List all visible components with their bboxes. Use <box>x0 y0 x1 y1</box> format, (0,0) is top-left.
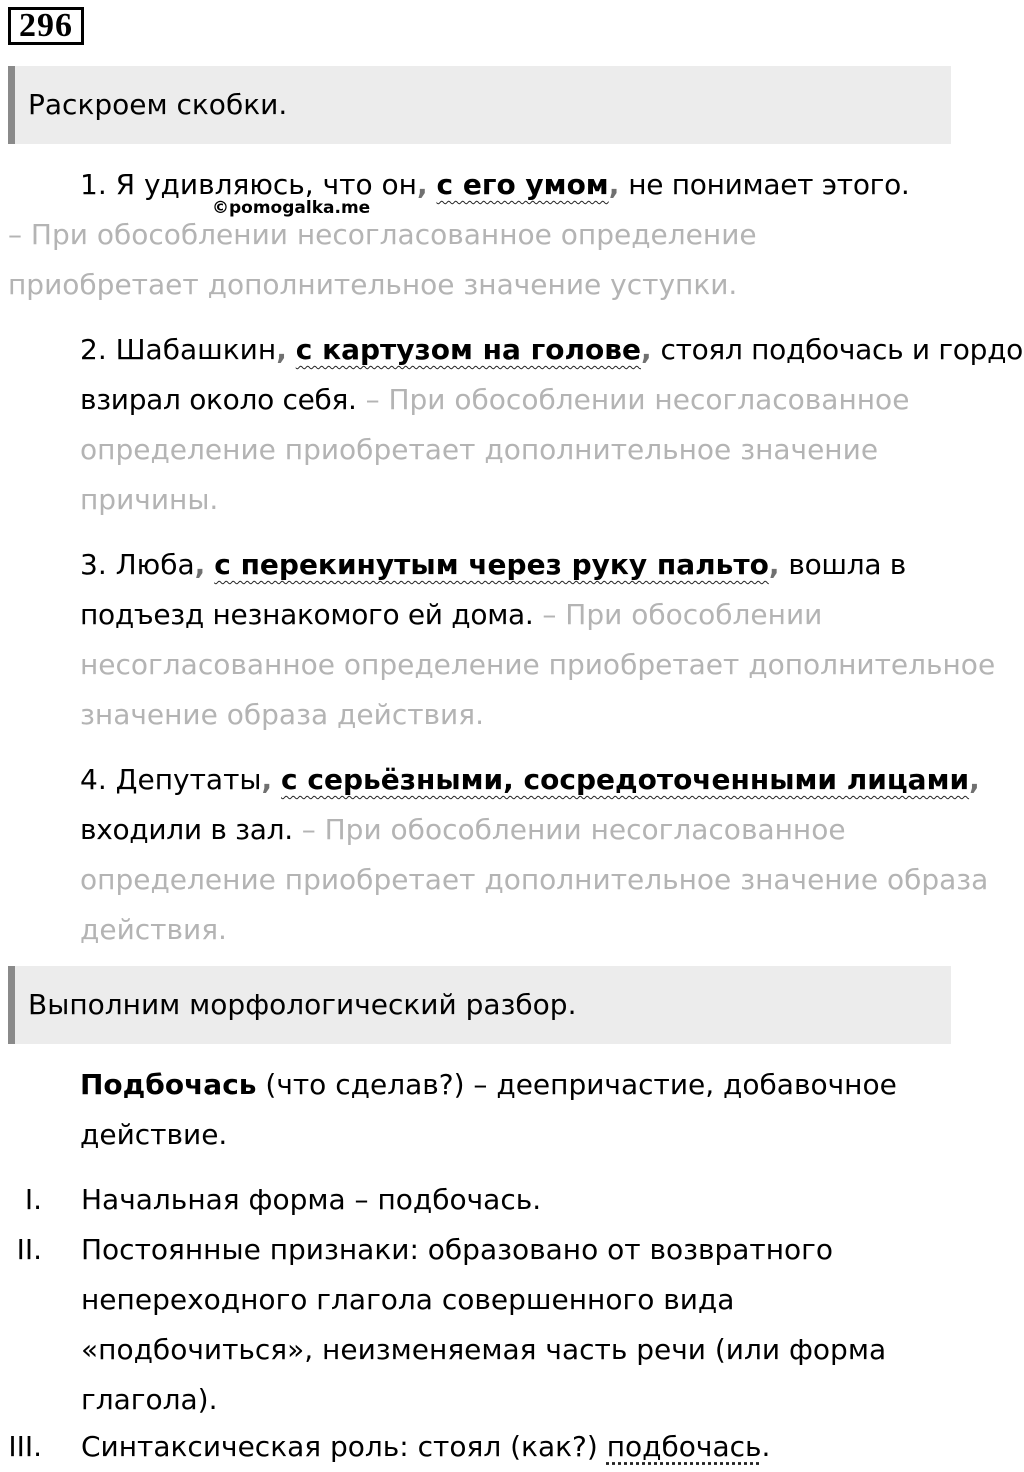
sentence-2-comma-after: , <box>640 333 652 366</box>
morph-item-2 <box>8 1225 952 1425</box>
morph-item-3-numeral: III. <box>8 1430 42 1463</box>
sentence-2-note: – При обособлении несогласованное определение приобретает дополнительное значение причины. <box>80 383 910 516</box>
sentence-1 <box>8 160 1024 210</box>
sentence-3-comma-after: , <box>768 548 780 581</box>
sentence-3-note: – При обособлении несогласованное определение приобретает дополнительное значение образа действия. <box>80 598 996 731</box>
sentence-3-tail: вошла в подъезд незнакомого ей дома. <box>80 548 906 631</box>
sentence-2-phrase: с картузом на голове <box>295 333 641 366</box>
morph-item-1-numeral: I. <box>24 1183 42 1216</box>
watermark: ©pomogalka.me <box>212 198 371 218</box>
morph-item-2-text: Постоянные признаки: образовано от возвратного непереходного глагола совершенного вида «подбочиться», неизменяемая часть речи (или форма глагола). <box>81 1233 887 1416</box>
morph-item-3-text-before: Синтаксическая роль: стоял (как?) <box>81 1430 607 1463</box>
section-header-morphology: Выполним морфологический разбор. <box>8 966 951 1044</box>
morph-intro-rest: (что сделав?) – деепричастие, добавочное действие. <box>80 1068 897 1151</box>
morph-item-3-text-after: . <box>761 1430 771 1463</box>
morph-item-3 <box>8 1422 952 1472</box>
sentence-4-start: 4. Депутаты <box>80 763 262 796</box>
sentence-4-comma-before: , <box>261 763 273 796</box>
sentence-4-phrase: с серьёзными, сосредоточенными лицами <box>281 763 970 796</box>
morph-word: Подбочась <box>80 1068 257 1101</box>
sentence-2-comma-before: , <box>276 333 287 366</box>
sentence-1-phrase: с его умом <box>436 168 609 201</box>
exercise-number: 296 <box>8 7 84 45</box>
sentence-3-comma-before: , <box>194 548 206 581</box>
morph-item-3-text <box>81 1422 951 1472</box>
morph-intro <box>8 1060 1024 1160</box>
morph-item-1-text: Начальная форма – подбочась. <box>81 1183 542 1216</box>
section-header-brackets: Раскроем скобки. <box>8 66 951 144</box>
sentence-1-tail: не понимает этого. <box>628 168 910 201</box>
sentence-4-comma-after: , <box>969 763 980 796</box>
sentence-1-note: – При обособлении несогласованное определение приобретает дополнительное значение уступки. <box>8 218 757 301</box>
sentence-1-start: 1. Я удивляюсь, что он <box>80 168 417 201</box>
sentence-3 <box>8 540 1024 740</box>
sentence-3-phrase: с перекинутым через руку пальто <box>214 548 769 581</box>
sentence-1-comma-after: , <box>608 168 620 201</box>
sentence-4 <box>8 755 1024 955</box>
sentence-2-tail: стоял подбочась и гордо взирал около себя. <box>80 333 1023 416</box>
sentence-2 <box>8 325 1024 525</box>
morph-item-1 <box>8 1175 952 1225</box>
sentence-4-note: – При обособлении несогласованное определение приобретает дополнительное значение образа действия. <box>80 813 989 946</box>
sentence-2-start: 2. Шабашкин <box>80 333 277 366</box>
morph-item-3-underlined-word: подбочась <box>606 1430 762 1463</box>
sentence-1-comma-before: , <box>416 168 428 201</box>
sentence-3-start: 3. Люба <box>80 548 195 581</box>
morph-item-2-numeral: II. <box>16 1233 42 1266</box>
sentence-4-tail: входили в зал. <box>80 813 293 846</box>
